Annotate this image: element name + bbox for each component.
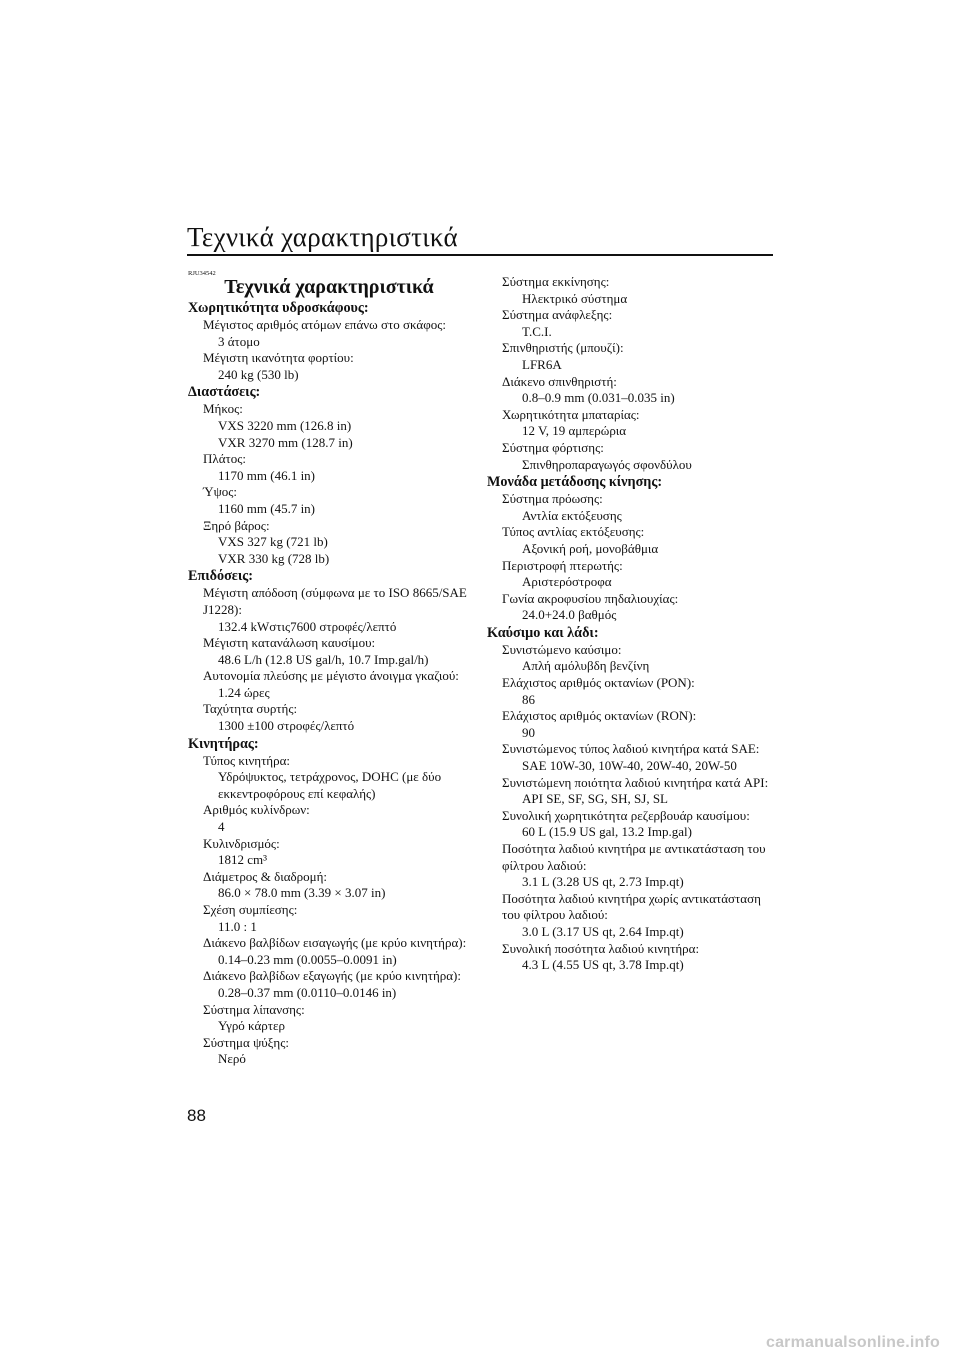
spec-label: Σύστημα εκκίνησης: (502, 274, 610, 289)
spec-label: Περιστροφή πτερωτής: (502, 557, 623, 573)
spec-value: Νερό (218, 1051, 246, 1067)
spec-label: Σπινθηριστής (μπουζί): (502, 340, 624, 356)
spec-value: 0.28–0.37 mm (0.0110–0.0146 in) (218, 984, 397, 1000)
spec-value: 3.0 L (3.17 US qt, 2.64 Imp.qt) (522, 923, 684, 939)
spec-label: Μέγιστη ικανότητα φορτίου: (203, 350, 354, 366)
spec-value: 86.0 × 78.0 mm (3.39 × 3.07 in) (218, 885, 386, 901)
spec-label: Σύστημα λίπανσης: (203, 1001, 305, 1017)
spec-value: LFR6A (522, 356, 562, 372)
spec-value: API SE, SF, SG, SH, SJ, SL (522, 791, 668, 807)
spec-label: Ελάχιστος αριθμός οκτανίων (RON): (502, 708, 697, 724)
spec-value: 60 L (15.9 US gal, 13.2 Imp.gal) (522, 824, 692, 840)
spec-value: 12 V, 19 αμπερώρια (522, 423, 627, 439)
spec-value: 3.1 L (3.28 US qt, 2.73 Imp.qt) (522, 874, 684, 890)
spec-value: Υγρό κάρτερ (218, 1018, 285, 1034)
section-title: Τεχνικά χαρακτηριστικά (224, 276, 434, 298)
spec-label: Πλάτος: (203, 451, 246, 467)
spec-label: Συνιστώμενο καύσιμο: (502, 641, 622, 657)
spec-heading: Κινητήρας: (188, 735, 259, 752)
spec-value: 4 (218, 819, 225, 835)
spec-label: Συνολική ποσότητα λαδιού κινητήρα: (502, 940, 700, 956)
spec-value: 90 (522, 724, 535, 740)
spec-value: Απλή αμόλυβδη βενζίνη (522, 658, 650, 674)
spec-label: Ξηρό βάρος: (203, 517, 270, 533)
spec-label: Συνολική χωρητικότητα ρεζερβουάρ καυσίμου: (502, 807, 750, 823)
spec-label: Διάκενο βαλβίδων εισαγωγής (με κρύο κινητήρα): (203, 935, 467, 951)
spec-value: 0.14–0.23 mm (0.0055–0.0091 in) (218, 951, 397, 967)
spec-value: VXS 327 kg (721 lb) (218, 534, 328, 550)
left-spec-list (188, 300, 470, 1068)
spec-label: Σύστημα ανάφλεξης: (502, 307, 613, 323)
spec-label: Σχέση συμπίεσης: (203, 902, 298, 917)
section-code: RJU34542 (188, 270, 216, 277)
spec-value: T.C.I. (522, 323, 552, 339)
spec-label: Διάμετρος & διαδρομή: (203, 868, 327, 884)
spec-value: 4.3 L (4.55 US qt, 3.78 Imp.qt) (522, 957, 684, 973)
spec-label: Ποσότητα λαδιού κινητήρα χωρίς αντικατάσταση (502, 890, 761, 906)
header-rule (187, 254, 773, 256)
spec-label: Γωνία ακροφυσίου πηδαλιουχίας: (502, 590, 679, 606)
spec-label: Συνιστώμενος τύπος λαδιού κινητήρα κατά SAE: (502, 741, 760, 757)
spec-label: Κυλινδρισμός: (203, 835, 280, 851)
spec-label: Μέγιστος αριθμός ατόμων επάνω στο σκάφος: (203, 317, 446, 332)
spec-label: J1228): (203, 601, 242, 617)
spec-label: Ελάχιστος αριθμός οκτανίων (PON): (502, 675, 695, 691)
spec-label: Τύπος κινητήρα: (203, 752, 291, 768)
spec-label: Συνιστώμενη ποιότητα λαδιού κινητήρα κατά API: (502, 774, 769, 790)
spec-value: Αξονική ροή, μονοβάθμια (522, 540, 659, 556)
spec-heading: Επιδόσεις: (188, 568, 253, 585)
spec-heading: Χωρητικότητα υδροσκάφους: (188, 300, 369, 316)
spec-value: 48.6 L/h (12.8 US gal/h, 10.7 Imp.gal/h) (218, 651, 429, 667)
spec-value: 1.24 ώρες (218, 684, 270, 700)
spec-value: VXR 330 kg (728 lb) (218, 550, 330, 566)
spec-value: 1300 ±100 στροφές/λεπτό (218, 718, 355, 734)
spec-value: Ηλεκτρικό σύστημα (522, 290, 628, 306)
spec-label: Αυτονομία πλεύσης με μέγιστο άνοιγμα γκαζιού: (203, 668, 459, 684)
spec-label: Μέγιστη κατανάλωση καυσίμου: (203, 635, 376, 651)
spec-value: 132.4 kWστις7600 στροφές/λεπτό (218, 618, 397, 634)
spec-value: Αριστερόστροφα (522, 574, 612, 590)
spec-value: SAE 10W-30, 10W-40, 20W-40, 20W-50 (522, 758, 737, 774)
spec-value: 3 άτομο (218, 333, 260, 349)
spec-value: 86 (522, 691, 535, 707)
spec-value: VXR 3270 mm (128.7 in) (218, 434, 353, 450)
spec-heading: Καύσιμο και λάδι: (487, 624, 599, 641)
spec-value: 1160 mm (45.7 in) (218, 500, 316, 516)
spec-value: Υδρόψυκτος, τετράχρονος, DOHC (με δύο (218, 769, 442, 785)
spec-label: Ύψος: (203, 484, 238, 500)
page-number: 88 (187, 1106, 206, 1125)
spec-label: Ποσότητα λαδιού κινητήρα με αντικατάσταση του (502, 841, 766, 856)
spec-label: Διάκενο σπινθηριστή: (502, 373, 617, 389)
spec-heading: Διαστάσεις: (188, 384, 261, 401)
watermark: carmanualsonline.info (765, 1334, 940, 1351)
right-column (487, 274, 777, 974)
spec-value: 1170 mm (46.1 in) (218, 467, 316, 483)
page-header-title: Τεχνικά χαρακτηριστικά (187, 222, 458, 252)
spec-value: 11.0 : 1 (218, 918, 257, 934)
spec-heading: Μονάδα μετάδοσης κίνησης: (487, 474, 663, 491)
spec-value: 0.8–0.9 mm (0.031–0.035 in) (522, 390, 675, 406)
spec-label: Χωρητικότητα μπαταρίας: (502, 406, 640, 422)
spec-value: VXS 3220 mm (126.8 in) (218, 417, 352, 433)
spec-label: του φίλτρου λαδιού: (502, 907, 608, 923)
left-column (188, 270, 470, 1068)
spec-value: Αντλία εκτόξευσης (522, 507, 622, 523)
spec-label: Τύπος αντλίας εκτόξευσης: (502, 524, 645, 540)
spec-value: εκκεντροφόρους επί κεφαλής) (218, 785, 376, 801)
spec-label: Σύστημα ψύξης: (203, 1034, 289, 1050)
spec-value: 24.0+24.0 βαθμός (522, 607, 617, 623)
spec-label: Σύστημα φόρτισης: (502, 439, 604, 455)
spec-label: Ταχύτητα συρτής: (203, 701, 298, 717)
spec-value: 1812 cm³ (218, 852, 268, 868)
spec-label: Σύστημα πρόωσης: (502, 491, 603, 507)
spec-label: Μήκος: (203, 401, 243, 417)
spec-label: φίλτρου λαδιού: (502, 857, 587, 873)
spec-label: Αριθμός κυλίνδρων: (203, 802, 310, 818)
spec-value: Σπινθηροπαραγωγός σφονδύλου (522, 456, 692, 472)
right-spec-list (487, 274, 777, 974)
spec-label: Μέγιστη απόδοση (σύμφωνα με το ISO 8665/SAE (203, 585, 467, 601)
spec-value: 240 kg (530 lb) (218, 366, 299, 382)
spec-label: Διάκενο βαλβίδων εξαγωγής (με κρύο κινητήρα): (203, 968, 462, 984)
